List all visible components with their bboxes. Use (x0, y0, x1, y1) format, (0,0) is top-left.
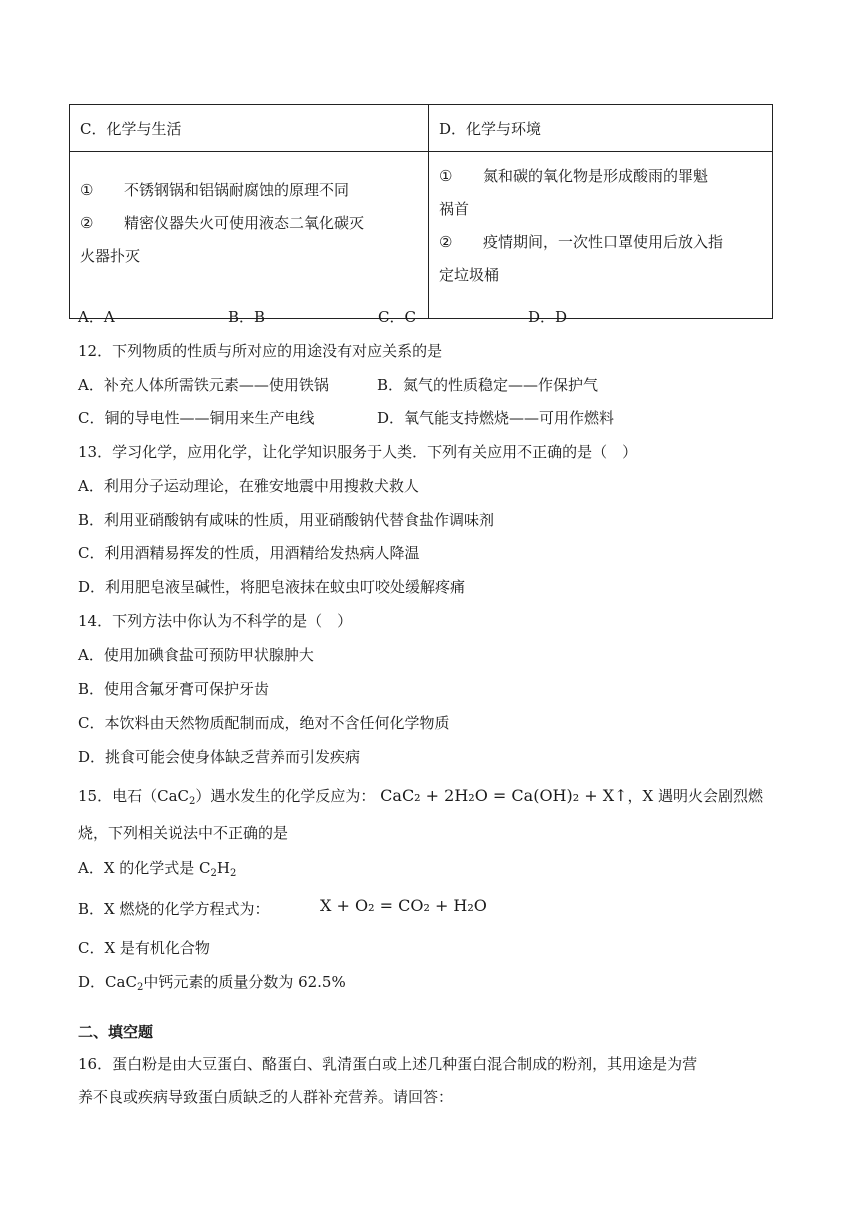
q11-c-header: C．化学与生活 (70, 105, 429, 152)
q11-table (69, 104, 773, 319)
q15-stem: 15．电石（CaC$_2$）遇水发生的化学反应为： CaC₂ + 2H₂O = Ca(OH)₂ + X↑，X 遇明火会剧烈燃 (78, 786, 763, 807)
q15-stem-line2: 烧，下列相关说法中不正确的是 (78, 824, 289, 842)
q12-option-a: A．补充人体所需铁元素——使用铁锅 (78, 376, 329, 394)
q11-option-a: A．A (78, 308, 115, 326)
q11-d-content (429, 152, 773, 319)
q11-d-item-2-cont: 定垃圾桶 (439, 266, 500, 284)
q15-equation: CaC₂ + 2H₂O = Ca(OH)₂ + X↑ (380, 786, 628, 805)
q13-option-c: C．利用酒精易挥发的性质，用酒精给发热病人降温 (78, 544, 420, 562)
q13-stem: 13．学习化学，应用化学，让化学知识服务于人类．下列有关应用不正确的是（ ） (78, 443, 638, 461)
q11-option-b: B．B (228, 308, 266, 326)
q14-stem: 14．下列方法中你认为不科学的是（ ） (78, 612, 353, 630)
q14-option-d: D．挑食可能会使身体缺乏营养而引发疾病 (78, 748, 361, 766)
q13-option-d: D．利用肥皂液呈碱性，将肥皂液抹在蚊虫叮咬处缓解疼痛 (78, 578, 466, 596)
q15-option-b: B．X 燃烧的化学方程式为： (78, 900, 270, 918)
q14-option-c: C．本饮料由天然物质配制而成，绝对不含任何化学物质 (78, 714, 450, 732)
q14-option-b: B．使用含氟牙膏可保护牙齿 (78, 680, 270, 698)
q11-d-item-2: ② 疫情期间，一次性口罩使用后放入指 (439, 233, 724, 251)
q15-option-c: C．X 是有机化合物 (78, 939, 210, 957)
q13-option-b: B．利用亚硝酸钠有咸味的性质，用亚硝酸钠代替食盐作调味剂 (78, 511, 495, 529)
q15-option-a: A．X 的化学式是 $C_2H_2$ (78, 859, 237, 879)
q14-option-a: A．使用加碘食盐可预防甲状腺肿大 (78, 646, 314, 664)
q11-d-item-1-cont: 祸首 (439, 200, 470, 218)
q12-option-b: B．氮气的性质稳定——作保护气 (377, 376, 599, 394)
q15-option-b-equation: X + O₂ = CO₂ + H₂O (320, 896, 487, 915)
section-2-title: 二、填空题 (78, 1023, 154, 1041)
q12-option-c: C．铜的导电性——铜用来生产电线 (78, 409, 315, 427)
q11-c-item-2-cont: 火器扑灭 (80, 247, 141, 265)
q11-d-item-1: ① 氮和碳的氧化物是形成酸雨的罪魁 (439, 167, 709, 185)
q16-line-2: 养不良或疾病导致蛋白质缺乏的人群补充营养。请回答： (78, 1088, 454, 1106)
q13-option-a: A．利用分子运动理论，在雅安地震中用搜救犬救人 (78, 477, 419, 495)
q11-c-item-1: ① 不锈钢锅和铝锅耐腐蚀的原理不同 (80, 181, 350, 199)
q12-stem: 12．下列物质的性质与所对应的用途没有对应关系的是 (78, 342, 443, 360)
q11-option-d: D．D (528, 308, 568, 326)
q11-c-content (70, 152, 429, 319)
q15-option-d: D．CaC$_2$中钙元素的质量分数为 62.5% (78, 973, 346, 993)
q11-option-c: C．C (378, 308, 416, 326)
q16-line-1: 16．蛋白粉是由大豆蛋白、酪蛋白、乳清蛋白或上述几种蛋白混合制成的粉剂，其用途是为营 (78, 1055, 698, 1073)
q11-d-header: D．化学与环境 (429, 105, 773, 152)
q11-c-item-2: ② 精密仪器失火可使用液态二氧化碳灭 (80, 214, 365, 232)
q12-option-d: D．氧气能支持燃烧——可用作燃料 (377, 409, 615, 427)
